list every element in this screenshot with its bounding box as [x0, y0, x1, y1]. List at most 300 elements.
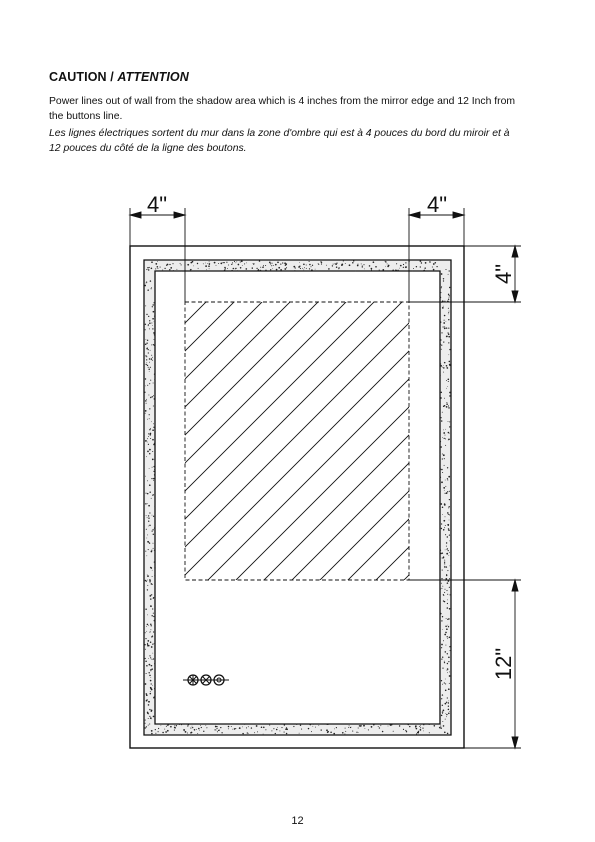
- speckle-dot: [444, 662, 445, 663]
- speckle-dot: [309, 264, 311, 266]
- hatch-line: [0, 300, 236, 620]
- speckle-dot: [419, 726, 420, 727]
- speckle-dot: [154, 643, 155, 644]
- speckle-dot: [448, 550, 449, 551]
- speckle-dot: [333, 733, 335, 735]
- speckle-dot: [232, 262, 233, 263]
- speckle-dot: [449, 671, 450, 672]
- speckle-dot: [153, 616, 154, 617]
- speckle-dot: [145, 329, 146, 330]
- speckle-dot: [152, 459, 154, 461]
- speckle-dot: [154, 561, 155, 562]
- speckle-dot: [153, 395, 154, 396]
- speckle-dot: [146, 356, 147, 357]
- speckle-dot: [447, 386, 448, 387]
- speckle-dot: [146, 515, 147, 516]
- speckle-dot: [165, 731, 167, 733]
- speckle-dot: [150, 657, 151, 658]
- speckle-dot: [448, 319, 449, 320]
- speckle-dot: [235, 268, 236, 269]
- speckle-dot: [158, 731, 159, 732]
- speckle-dot: [330, 732, 332, 734]
- speckle-dot: [390, 724, 392, 726]
- speckle-dot: [440, 725, 441, 726]
- speckle-dot: [150, 688, 152, 690]
- speckle-dot: [153, 658, 154, 659]
- speckle-dot: [154, 379, 155, 380]
- speckle-dot: [148, 395, 149, 396]
- speckle-dot: [207, 263, 208, 264]
- speckle-dot: [152, 576, 153, 577]
- speckle-dot: [149, 542, 150, 543]
- speckle-dot: [149, 267, 150, 268]
- mirror-buttons: [183, 675, 229, 685]
- speckle-dot: [174, 725, 175, 726]
- speckle-dot: [270, 263, 271, 264]
- speckle-dot: [335, 263, 337, 265]
- speckle-dot: [155, 733, 156, 734]
- speckle-dot: [442, 437, 443, 438]
- speckle-dot: [440, 613, 442, 615]
- speckle-dot: [145, 683, 147, 685]
- speckle-dot: [448, 381, 449, 382]
- speckle-dot: [345, 263, 346, 264]
- speckle-dot: [442, 514, 443, 515]
- speckle-dot: [194, 729, 196, 731]
- speckle-dot: [150, 691, 151, 692]
- speckle-dot: [251, 727, 252, 728]
- speckle-dot: [152, 494, 153, 495]
- speckle-dot: [440, 422, 441, 423]
- speckle-dot: [448, 709, 450, 711]
- speckle-dot: [301, 729, 302, 730]
- speckle-dot: [444, 326, 445, 327]
- speckle-dot: [442, 629, 443, 630]
- speckle-dot: [448, 555, 449, 556]
- speckle-dot: [148, 521, 149, 522]
- dim-left-label: 4": [146, 192, 168, 217]
- speckle-dot: [345, 728, 346, 729]
- speckle-dot: [153, 423, 154, 424]
- speckle-dot: [265, 270, 266, 271]
- speckle-dot: [162, 732, 164, 734]
- speckle-dot: [365, 728, 366, 729]
- speckle-dot: [256, 725, 258, 727]
- mirror-speckled-border: [144, 260, 451, 735]
- speckle-dot: [448, 713, 450, 715]
- speckle-dot: [444, 327, 446, 329]
- speckle-dot: [298, 724, 299, 725]
- speckle-dot: [147, 340, 148, 341]
- speckle-dot: [446, 553, 448, 555]
- speckle-dot: [352, 731, 353, 732]
- speckle-dot: [446, 406, 448, 408]
- speckle-dot: [148, 444, 149, 445]
- speckle-dot: [449, 506, 450, 507]
- speckle-dot: [231, 270, 233, 272]
- speckle-dot: [447, 603, 448, 604]
- speckle-dot: [153, 716, 155, 718]
- speckle-dot: [442, 694, 443, 695]
- speckle-dot: [449, 287, 450, 288]
- speckle-dot: [147, 438, 148, 439]
- speckle-dot: [441, 292, 442, 293]
- speckle-dot: [444, 661, 445, 662]
- speckle-dot: [449, 426, 450, 427]
- speckle-dot: [149, 383, 150, 384]
- speckle-dot: [147, 503, 148, 504]
- speckle-dot: [234, 728, 236, 730]
- speckle-dot: [392, 270, 394, 272]
- speckle-dot: [181, 270, 182, 271]
- speckle-dot: [445, 486, 446, 487]
- speckle-dot: [150, 631, 151, 632]
- speckle-dot: [154, 469, 155, 470]
- speckle-dot: [276, 269, 278, 271]
- speckle-dot: [446, 716, 447, 717]
- speckle-dot: [442, 711, 443, 712]
- speckle-dot: [448, 530, 450, 532]
- speckle-dot: [181, 724, 182, 725]
- speckle-dot: [237, 270, 238, 271]
- speckle-dot: [151, 478, 152, 479]
- speckle-dot: [449, 297, 450, 298]
- speckle-dot: [174, 730, 175, 731]
- speckle-dot: [444, 566, 446, 568]
- speckle-dot: [153, 480, 154, 481]
- speckle-dot: [147, 640, 149, 642]
- speckle-dot: [149, 449, 151, 451]
- speckle-dot: [396, 263, 397, 264]
- speckle-dot: [149, 525, 150, 526]
- speckle-dot: [166, 265, 167, 266]
- speckle-dot: [146, 626, 147, 627]
- speckle-dot: [442, 507, 444, 509]
- speckle-dot: [321, 263, 322, 264]
- speckle-dot: [145, 661, 147, 663]
- speckle-dot: [416, 266, 417, 267]
- speckle-dot: [150, 680, 152, 682]
- speckle-dot: [146, 403, 147, 404]
- speckle-dot: [444, 732, 446, 734]
- speckle-dot: [303, 263, 305, 265]
- speckle-dot: [443, 367, 445, 369]
- speckle-dot: [441, 620, 442, 621]
- mirror-outer-frame: [130, 246, 464, 748]
- speckle-dot: [444, 527, 445, 528]
- speckle-dot: [150, 642, 151, 643]
- speckle-dot: [405, 730, 406, 731]
- speckle-dot: [446, 714, 447, 715]
- speckle-dot: [145, 649, 146, 650]
- speckle-dot: [150, 350, 151, 351]
- speckle-dot: [152, 644, 153, 645]
- speckle-dot: [449, 587, 450, 588]
- speckle-dot: [146, 343, 147, 344]
- speckle-dot: [265, 729, 266, 730]
- speckle-dot: [244, 263, 245, 264]
- speckle-dot: [146, 456, 147, 457]
- speckle-dot: [152, 304, 153, 305]
- speckle-dot: [146, 359, 147, 360]
- speckle-dot: [150, 367, 151, 368]
- speckle-dot: [280, 263, 281, 264]
- speckle-dot: [172, 263, 173, 264]
- speckle-dot: [442, 412, 443, 413]
- speckle-dot: [441, 481, 443, 483]
- speckle-dot: [148, 725, 149, 726]
- speckle-dot: [149, 491, 150, 492]
- speckle-dot: [149, 323, 151, 325]
- speckle-dot: [286, 263, 287, 264]
- speckle-dot: [441, 349, 442, 350]
- speckle-dot: [321, 729, 322, 730]
- speckle-dot: [190, 262, 192, 264]
- speckle-dot: [147, 385, 148, 386]
- hatch-line: [0, 300, 264, 620]
- speckle-dot: [357, 265, 359, 267]
- speckle-dot: [151, 606, 152, 607]
- speckle-dot: [332, 265, 333, 266]
- speckle-dot: [306, 268, 307, 269]
- speckle-dot: [448, 476, 450, 478]
- speckle-dot: [257, 731, 258, 732]
- speckle-dot: [441, 287, 442, 288]
- speckle-dot: [444, 405, 445, 406]
- speckle-dot: [253, 263, 254, 264]
- speckle-dot: [271, 265, 272, 266]
- speckle-dot: [148, 505, 150, 507]
- speckle-dot: [258, 269, 259, 270]
- speckle-dot: [313, 724, 314, 725]
- speckle-dot: [418, 732, 419, 733]
- speckle-dot: [150, 280, 151, 281]
- speckle-dot: [173, 270, 174, 271]
- speckle-dot: [328, 724, 329, 725]
- speckle-dot: [149, 655, 150, 656]
- speckle-dot: [154, 396, 155, 397]
- speckle-dot: [153, 598, 154, 599]
- speckle-dot: [192, 727, 193, 728]
- speckle-dot: [441, 644, 443, 646]
- speckle-dot: [148, 368, 150, 370]
- speckle-dot: [224, 267, 226, 269]
- speckle-dot: [209, 268, 210, 269]
- speckle-dot: [246, 727, 247, 728]
- page-number: 12: [291, 815, 304, 827]
- speckle-dot: [270, 269, 271, 270]
- speckle-dot: [420, 727, 421, 728]
- speckle-dot: [200, 725, 201, 726]
- speckle-dot: [149, 512, 150, 513]
- speckle-dot: [150, 623, 152, 625]
- speckle-dot: [149, 362, 150, 363]
- speckle-dot: [286, 267, 287, 268]
- speckle-dot: [269, 725, 270, 726]
- speckle-dot: [190, 728, 191, 729]
- speckle-dot: [334, 729, 335, 730]
- speckle-dot: [444, 458, 445, 459]
- speckle-dot: [440, 477, 442, 479]
- hatch-line: [364, 300, 595, 620]
- speckle-dot: [170, 267, 172, 269]
- speckle-dot: [146, 283, 147, 284]
- speckle-dot: [155, 729, 156, 730]
- speckle-dot: [449, 711, 450, 712]
- speckle-dot: [436, 266, 437, 267]
- speckle-dot: [284, 268, 286, 270]
- speckle-dot: [446, 403, 448, 405]
- speckle-dot: [147, 534, 148, 535]
- speckle-dot: [446, 566, 447, 567]
- speckle-dot: [445, 713, 446, 714]
- speckle-dot: [447, 638, 448, 639]
- speckle-dot: [445, 525, 446, 526]
- speckle-dot: [154, 567, 155, 568]
- speckle-dot: [371, 726, 373, 728]
- speckle-dot: [378, 726, 379, 727]
- speckle-dot: [151, 636, 152, 637]
- speckle-dot: [197, 263, 198, 264]
- speckle-dot: [443, 557, 444, 558]
- speckle-dot: [201, 727, 202, 728]
- speckle-dot: [217, 731, 218, 732]
- speckle-dot: [233, 268, 235, 270]
- speckle-dot: [179, 724, 180, 725]
- speckle-dot: [154, 321, 155, 322]
- speckle-dot: [362, 267, 363, 268]
- speckle-dot: [447, 491, 448, 492]
- speckle-dot: [193, 266, 194, 267]
- speckle-dot: [145, 476, 146, 477]
- speckle-dot: [145, 632, 146, 633]
- speckle-dot: [152, 653, 153, 654]
- speckle-dot: [447, 619, 448, 620]
- speckle-dot: [440, 321, 442, 323]
- speckle-dot: [450, 650, 451, 651]
- speckle-dot: [445, 269, 446, 270]
- speckle-dot: [442, 453, 443, 454]
- speckle-dot: [446, 702, 447, 703]
- speckle-dot: [148, 549, 149, 550]
- speckle-dot: [449, 566, 450, 567]
- speckle-dot: [440, 726, 441, 727]
- speckle-dot: [153, 383, 154, 384]
- speckle-dot: [403, 264, 404, 265]
- speckle-dot: [447, 512, 449, 514]
- speckle-dot: [218, 263, 219, 264]
- speckle-dot: [239, 727, 241, 729]
- speckle-dot: [443, 278, 444, 279]
- speckle-dot: [263, 265, 264, 266]
- speckle-dot: [147, 645, 149, 647]
- speckle-dot: [146, 269, 147, 270]
- speckle-dot: [440, 397, 442, 399]
- speckle-dot: [345, 731, 346, 732]
- speckle-dot: [446, 542, 447, 543]
- speckle-dot: [146, 555, 147, 556]
- speckle-dot: [147, 365, 148, 366]
- speckle-dot: [434, 725, 436, 727]
- speckle-dot: [442, 586, 443, 587]
- speckle-dot: [154, 527, 155, 528]
- speckle-dot: [209, 261, 210, 262]
- speckle-dot: [423, 731, 424, 732]
- speckle-dot: [176, 725, 177, 726]
- speckle-dot: [358, 264, 359, 265]
- speckle-dot: [154, 474, 156, 476]
- speckle-dot: [448, 354, 449, 355]
- speckle-dot: [146, 673, 147, 674]
- speckle-dot: [216, 265, 217, 266]
- hatch-line: [392, 300, 595, 620]
- speckle-dot: [446, 336, 447, 337]
- speckle-dot: [315, 727, 316, 728]
- speckle-dot: [151, 498, 152, 499]
- speckle-dot: [449, 594, 450, 595]
- speckle-dot: [448, 702, 449, 703]
- speckle-dot: [442, 367, 443, 368]
- speckle-dot: [446, 365, 448, 367]
- speckle-dot: [449, 608, 451, 610]
- hatch-line: [0, 300, 208, 620]
- speckle-dot: [192, 726, 193, 727]
- speckle-dot: [280, 269, 282, 271]
- speckle-dot: [309, 261, 310, 262]
- speckle-dot: [148, 704, 150, 706]
- speckle-dot: [153, 516, 154, 517]
- speckle-dot: [444, 560, 445, 561]
- speckle-dot: [271, 263, 272, 264]
- speckle-dot: [180, 263, 181, 264]
- speckle-dot: [277, 261, 279, 263]
- speckle-dot: [154, 663, 155, 664]
- speckle-dot: [424, 267, 426, 269]
- speckle-dot: [146, 538, 147, 539]
- speckle-dot: [379, 269, 380, 270]
- speckle-dot: [256, 268, 257, 269]
- speckle-dot: [203, 731, 204, 732]
- speckle-dot: [148, 433, 149, 434]
- dimension-lines: [130, 212, 518, 748]
- speckle-dot: [445, 534, 446, 535]
- speckle-dot: [145, 324, 146, 325]
- speckle-dot: [151, 323, 152, 324]
- speckle-dot: [149, 414, 150, 415]
- speckle-dot: [422, 728, 423, 729]
- speckle-dot: [448, 334, 450, 336]
- speckle-dot: [199, 730, 200, 731]
- speckle-dot: [279, 730, 280, 731]
- speckle-dot: [448, 432, 450, 434]
- speckle-dot: [146, 665, 148, 667]
- speckle-dot: [387, 263, 388, 264]
- speckle-dot: [449, 295, 450, 296]
- speckle-dot: [449, 683, 450, 684]
- speckle-dot: [149, 320, 150, 321]
- speckle-dot: [444, 634, 446, 636]
- speckle-dot: [445, 429, 446, 430]
- speckle-dot: [344, 733, 345, 734]
- speckle-dot: [150, 397, 151, 398]
- speckle-dot: [448, 661, 449, 662]
- speckle-dot: [151, 615, 152, 616]
- speckle-dot: [448, 299, 449, 300]
- speckle-dot: [399, 268, 400, 269]
- speckle-dot: [225, 268, 226, 269]
- speckle-dot: [444, 682, 445, 683]
- speckle-dot: [271, 730, 272, 731]
